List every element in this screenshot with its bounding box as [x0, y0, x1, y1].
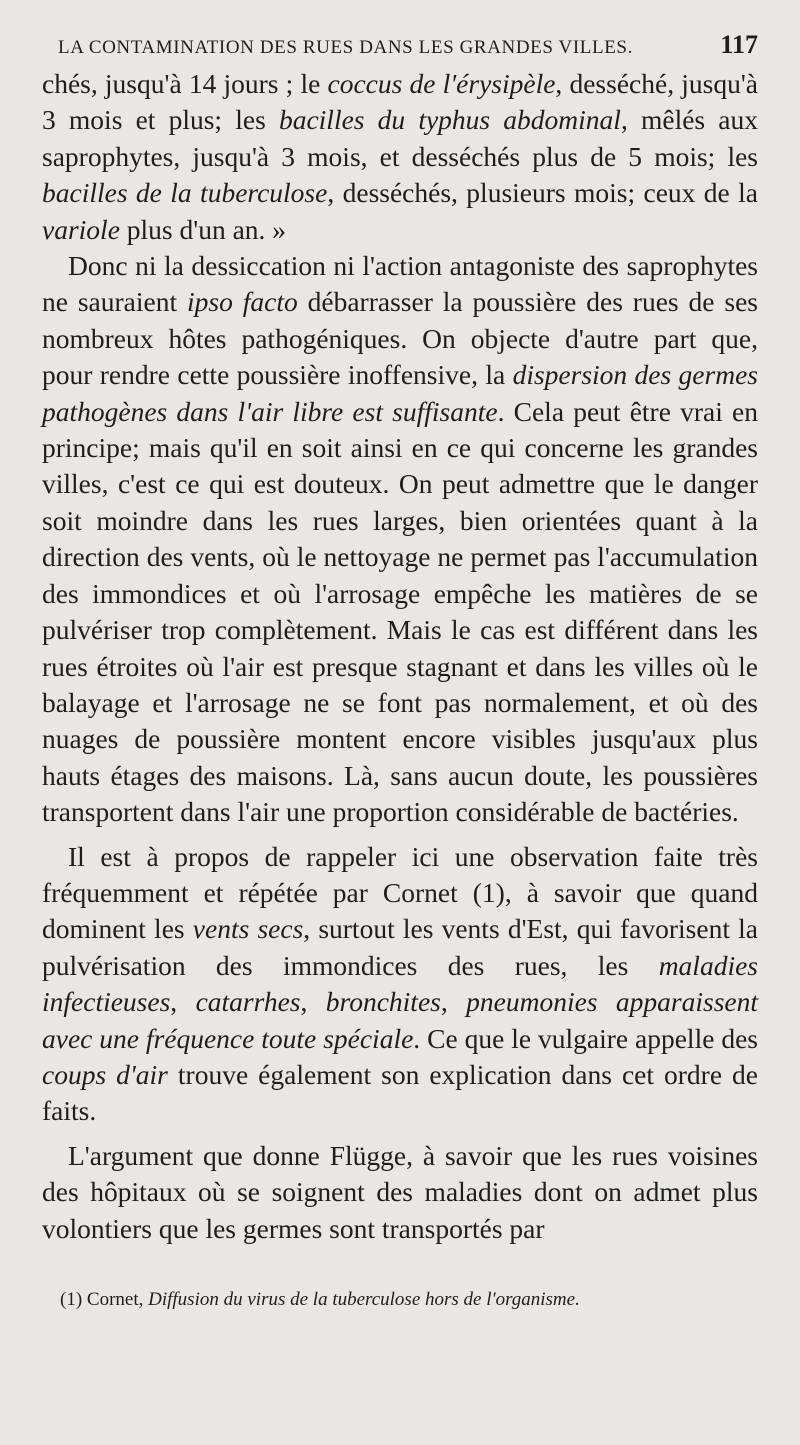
text-run: Donc ni la dessiccation ni l'action antagoniste des saprophytes ne sauraient	[42, 250, 758, 318]
text-run: coccus de l'érysipèle	[327, 68, 556, 99]
text-run: , surtout les vents d'Est, qui favorisent la pulvérisation des immondices des rues, les	[42, 913, 759, 981]
text-run: ,	[440, 986, 467, 1018]
text-run: maladies infectieuses	[42, 949, 758, 1018]
text-run: dispersion des germes pathogènes dans l'air libre est suffisante	[42, 359, 758, 427]
text-run: vents secs	[192, 913, 304, 945]
text-run: variole	[42, 213, 120, 245]
body-text	[42, 66, 758, 1247]
text-run: , desséché, jusqu'à 3 mois et plus; les	[42, 68, 758, 136]
paragraph-4	[42, 1138, 758, 1247]
text-run: coups d'air	[42, 1058, 168, 1090]
text-run: débarrasser la poussière des rues de ses nombreux hôtes pathogéniques. On objecte d'autre part que, pour rendre cette poussière inoffensive, la	[42, 286, 758, 391]
text-run: trouve également son explication dans cet ordre de faits.	[42, 1058, 758, 1127]
text-run: bronchites	[325, 986, 441, 1018]
footnote	[42, 1287, 758, 1313]
text-run: , desséchés, plusieurs mois; ceux de la	[327, 177, 758, 209]
footnote-marker: (1) Cornet,	[60, 1289, 149, 1310]
paragraph-3	[42, 839, 758, 1130]
page-header	[42, 30, 758, 60]
footnote-title: Diffusion du virus de la tuberculose hors de l'organisme.	[148, 1289, 580, 1310]
running-title: LA CONTAMINATION DES RUES DANS LES GRANDES VILLES.	[58, 37, 633, 58]
text-run: ipso facto	[187, 286, 298, 318]
text-run: plus d'un an. »	[119, 213, 287, 245]
text-run: chés, jusqu'à 14 jours ; le	[42, 68, 328, 99]
text-run: . Ce que le vulgaire appelle des	[413, 1022, 758, 1054]
text-run: ,	[300, 986, 326, 1018]
text-run: ,	[170, 986, 196, 1018]
text-run: bacilles du typhus abdominal	[278, 104, 621, 136]
text-run: catarrhes	[195, 986, 301, 1018]
text-run: Il est à propos de rappeler ici une observation faite très fréquemment et répétée par Cornet (1), à savoir que quand dominent les	[42, 840, 758, 945]
text-run: pneumonies apparaissent avec une fréquence toute spéciale	[42, 986, 758, 1054]
paragraph-2	[42, 248, 758, 831]
text-run: , mêlés aux saprophytes, jusqu'à 3 mois, et desséchés plus de 5 mois; les	[42, 104, 758, 172]
paragraph-1	[42, 66, 758, 248]
page-number: 117	[720, 30, 758, 59]
text-run: bacilles de la tuberculose	[42, 177, 328, 209]
text-run: L'argument que donne Flügge, à savoir que les rues voisines des hôpitaux où se soignent des maladies dont on admet plus volontiers que les germes sont transportés par	[42, 1139, 758, 1244]
text-run: . Cela peut être vrai en principe; mais qu'il en soit ainsi en ce qui concerne les grandes villes, c'est ce qui est douteux. On peut admettre que le danger soit moindre dans les rues larges, bien orientées quant à la direction des vents, où le nettoyage ne permet pas l'accumulation des immondices et où l'arrosage empêche les matières de se pulvériser trop complètement. Mais le cas est différent dans les rues étroites où l'air est presque stagnant et dans les villes où le balayage et l'arrosage ne se font pas normalement, et où des nuages de poussière montent encore visibles jusqu'aux plus hauts étages des maisons. Là, sans aucun doute, les poussières transportent dans l'air une proportion considérable de bactéries.	[42, 395, 758, 828]
